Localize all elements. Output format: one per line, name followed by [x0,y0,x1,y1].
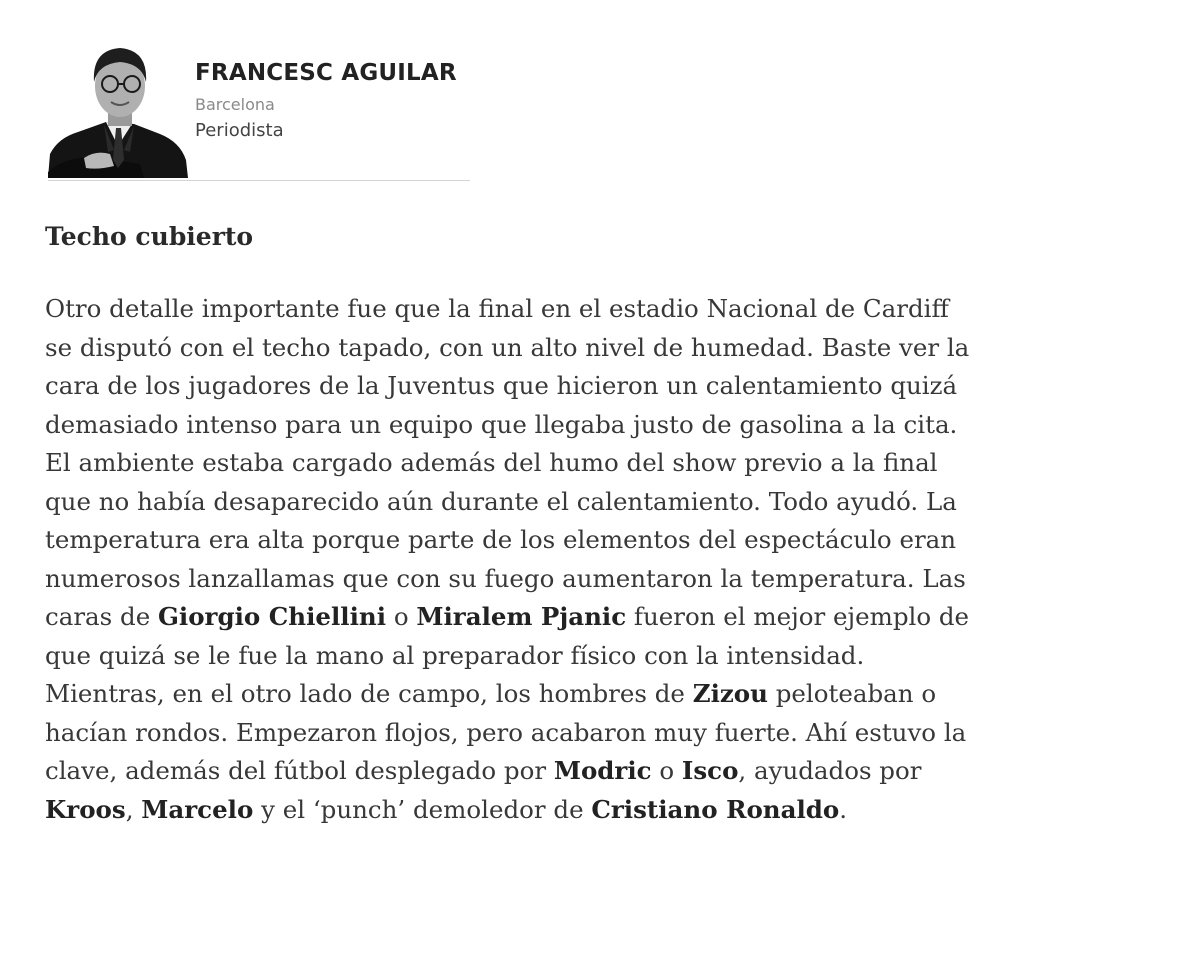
text-run: caras de [45,602,158,631]
article-line [45,598,1175,637]
text-run: Mientras, en el otro lado de campo, los hombres de [45,679,693,708]
bold-name: Marcelo [141,794,254,824]
article-line [45,752,1175,791]
bold-name: Giorgio Chiellini [157,602,387,631]
text-run: , [125,794,142,824]
text-run: , ayudados por [738,756,922,785]
text-run: peloteaban o [767,679,937,708]
text-run: cara de los jugadores de la Juventus que hicieron un calentamiento quizá [45,371,958,400]
author-photo [48,42,188,178]
author-city: Barcelona [195,95,275,114]
author-role: Periodista [195,120,284,141]
text-run: temperatura era alta porque parte de los elementos del espectáculo eran [45,525,957,554]
text-run: hacían rondos. Empezaron flojos, pero acabaron muy fuerte. Ahí estuvo la [45,717,967,747]
bold-name: Miralem Pjanic [416,602,627,631]
bold-name: Modric [553,756,652,785]
article-line [45,329,1175,368]
journalist-portrait-photo [48,42,188,178]
article-body [45,290,1175,829]
author-name[interactable]: FRANCESC AGUILAR [195,60,457,86]
author-info [195,60,457,141]
article-line [45,290,1175,329]
text-run: fueron el mejor ejemplo de [626,602,970,631]
article-line [45,521,1175,560]
text-run: o [651,756,682,785]
bold-name: Isco [681,756,739,785]
text-run: o [386,602,417,631]
text-run: que no había desaparecido aún durante el calentamiento. Todo ayudó. La [45,486,957,516]
article-line [45,444,1175,483]
article-line [45,367,1175,406]
text-run: . [839,794,848,824]
bold-name: Zizou [692,679,768,708]
article-line [45,560,1175,599]
text-run: que quizá se le fue la mano al preparador físico con la intensidad. [45,640,865,670]
bold-name: Kroos [45,794,126,824]
text-run: demasiado intenso para un equipo que llegaba justo de gasolina a la cita. [45,409,958,439]
text-run: numerosos lanzallamas que con su fuego aumentaron la temperatura. Las [45,563,966,593]
article-line [45,483,1175,522]
section-subtitle: Techo cubierto [45,222,254,251]
article-line [45,714,1175,753]
bold-name: Cristiano Ronaldo [591,794,840,824]
author-box [48,42,470,181]
text-run: Otro detalle importante fue que la final en el estadio Nacional de Cardiff [45,294,949,323]
text-run: se disputó con el techo tapado, con un alto nivel de humedad. Baste ver la [45,332,970,362]
article-line [45,791,1175,830]
article-line [45,406,1175,445]
article-line [45,675,1175,714]
text-run: clave, además del fútbol desplegado por [45,756,554,785]
text-run: El ambiente estaba cargado además del humo del show previo a la final [45,448,938,477]
text-run: y el ‘punch’ demoledor de [253,794,592,824]
article-line [45,637,1175,676]
